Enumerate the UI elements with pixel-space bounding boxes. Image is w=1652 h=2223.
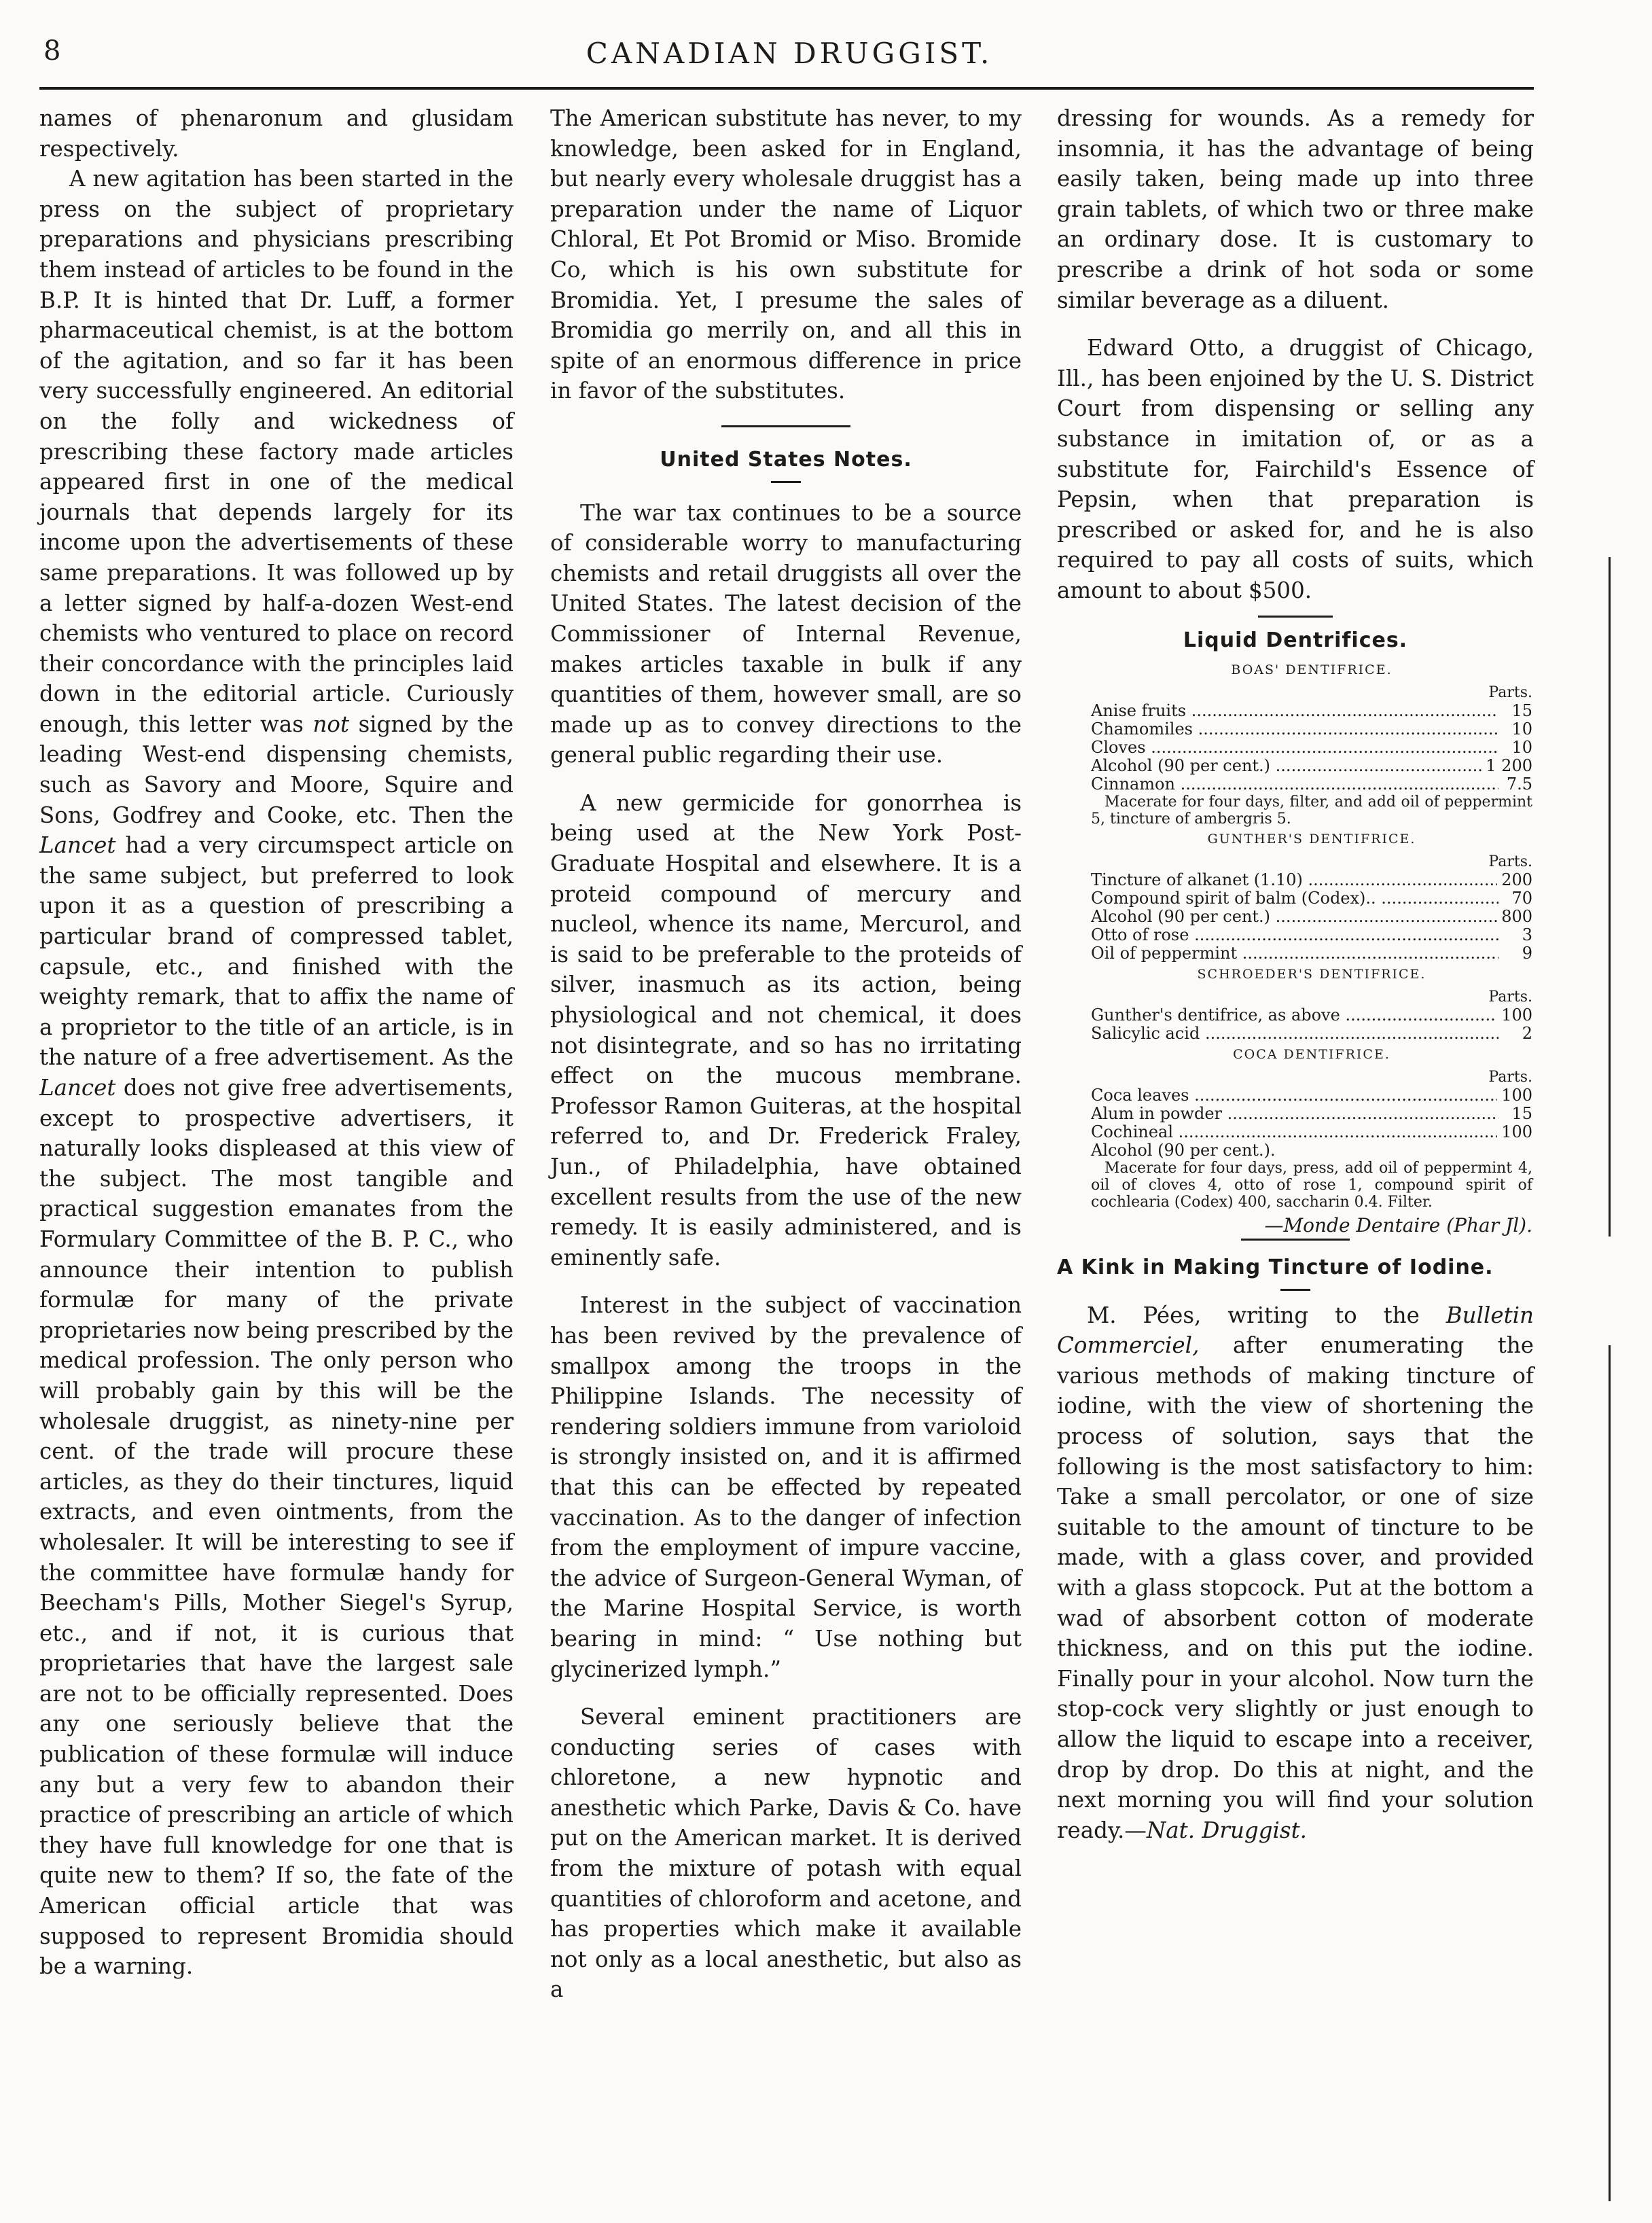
- section-heading: United States Notes.: [660, 447, 912, 472]
- parts-label: Parts.: [1488, 989, 1532, 1006]
- ingredient-row: [1091, 1105, 1532, 1123]
- ingredient-amount: 70: [1511, 889, 1532, 908]
- ingredient-row: [1091, 871, 1532, 889]
- edge-rule: [1609, 1345, 1611, 2201]
- section-divider: [721, 425, 850, 427]
- ingredient-amount: 200: [1501, 870, 1532, 890]
- parts-label: Parts.: [1488, 1069, 1532, 1086]
- ingredient-name: Coca leaves .....: [1091, 1086, 1497, 1105]
- ingredient-amount: 15: [1511, 701, 1532, 721]
- ingredient-name: Alcohol (90 per cent.) .....: [1091, 757, 1482, 775]
- ingredient-row: [1091, 1025, 1532, 1043]
- ingredient-amount: 10: [1511, 738, 1532, 758]
- ingredient-list: [1091, 702, 1532, 794]
- paragraph: names of phenaronum and glusidam respectively.: [39, 105, 514, 162]
- heading-rule: [1280, 1289, 1310, 1291]
- ingredient-name: Chamomiles .....: [1091, 720, 1498, 739]
- ingredient-row: [1091, 757, 1532, 775]
- ingredient-name: Compound spirit of balm (Codex).. .....: [1091, 889, 1498, 908]
- ingredient-amount: 100: [1501, 1086, 1532, 1105]
- ingredient-list: [1091, 1006, 1532, 1043]
- ingredient-name: Anise fruits .....: [1091, 702, 1498, 720]
- ingredient-row: [1091, 702, 1532, 720]
- recipe-title: GUNTHER'S DENTIFRICE.: [1207, 832, 1416, 847]
- header-rule: [39, 87, 1534, 90]
- paragraph: Interest in the subject of vaccination has been revived by the prevalence of smallpox among the troops in the Philippine Islands. The necessity of rendering soldiers immune from varioloid is strongly insisted on, and it is affirmed that this can be effected by repeated vaccination. As to the danger of infection from the employment of impure vaccine, the advice of Surgeon-General Wyman, of the Marine Hospital Service, is worth bearing in mind: “ Use nothing but glycinerized lymph.”: [550, 1292, 1022, 1682]
- paragraph-proprietary-agitation: A new agitation has been started in the press on the subject of proprietary preparations and physicians prescribing them instead of articles to be found in the B.P. It is hinted that Dr. Luff, a former pharmaceutical chemist, is at the bottom of the agitation, and so far it has been very successfully engineered. An editorial on the folly and wickedness of prescribing these factory made articles appeared first in one of the medical journals that depends largely for its income upon the advertisements of these same preparations. It was followed up by a letter signed by half-a-dozen West-end chemists who ventured to place on record their concordance with the principles laid down in the editorial article. Curiously enough, this letter was not signed by the leading West-end dispensing chemists, such as Savory and Moore, Squire and Sons, Godfrey and Cooke, etc. Then the Lancet had a very circumspect article on the same subject, but preferred to look upon it as a question of prescribing a particular brand of compressed tablet, capsule, etc., and finished with the weighty remark, that to affix the name of a proprietor to the title of an article, is in the nature of a free advertisement. As the Lancet does not give free advertisements, except to prospective advertisers, it naturally looks displeased at this view of the subject. The most tangible and practical suggestion emanates from the Formulary Committee of the B. P. C., who announce their intention to publish formulæ for many of the private proprietaries now being prescribed by the medical profession. The only person who will probably gain by this will be the wholesale druggist, as ninety-nine per cent. of the trade will procure these articles, as they do their tinctures, liquid extracts, and even ointments, from the wholesaler. It will be interesting to see if the committee have formulæ handy for Beecham's Pills, Mother Siegel's Syrup, etc., and if not, it is curious that proprietaries that have the largest sale are not to be officially represented. Does any one seriously believe that the publication of these formulæ will induce any but a very few to abandon their practice of prescribing an article of which they have full knowledge for one that is quite new to them? If so, the fate of the American official article that was supposed to represent Bromidia should be a warning.: [39, 166, 514, 1980]
- column-left: [39, 103, 514, 1982]
- ingredient-amount: 15: [1511, 1104, 1532, 1124]
- ingredient-list: [1091, 871, 1532, 963]
- paragraph-tincture-iodine: M. Pées, writing to the Bulletin Commerciel, after enumerating the various methods of making tincture of iodine, with the view of shortening the process of solution, says that the following is the most satisfactory to him: Take a small percolator, or one of size suitable to the amount of tincture to be made, with a glass cover, and provided with a glass stopcock. Put at the bottom a wad of absorbent cotton of moderate thickness, and on this put the iodine. Finally pour in your alcohol. Now turn the stop-cock very slightly or just enough to allow the liquid to escape into a receiver, drop by drop. Do this at night, and the next morning you will find your solution ready.—Nat. Druggist.: [1057, 1302, 1534, 1843]
- ingredient-name: Cloves .....: [1091, 739, 1498, 757]
- ingredient-name: Salicylic acid .....: [1091, 1025, 1498, 1043]
- paragraph: A new germicide for gonorrhea is being used at the New York Post-Graduate Hospital and elsewhere. It is a proteid compound of mercury and nucleol, whence its name, Mercurol, and is said to be preferable to the proteids of silver, inasmuch as its action, being physiological and not chemical, it does not disintegrate, and so has no irritating effect on the mucous membrane. Professor Ramon Guiteras, at the hospital referred to, and Dr. Frederick Fraley, Jun., of Philadelphia, have obtained excellent results from the use of the new remedy. It is easily administered, and is eminently safe.: [550, 789, 1022, 1270]
- ingredient-amount: 9: [1522, 944, 1532, 963]
- parts-label: Parts.: [1488, 853, 1532, 871]
- paragraph: Edward Otto, a druggist of Chicago, Ill., has been enjoined by the U. S. District Court from dispensing or selling any substance in imitation of, or as a substitute for, Fairchild's Essence of Pepsin, when that preparation is prescribed or asked for, and he is also required to pay all costs of suits, which amount to about $500.: [1057, 335, 1534, 603]
- paragraph: dressing for wounds. As a remedy for insomnia, it has the advantage of being easily taken, being made up into three grain tablets, of which two or three make an ordinary dose. It is customary to prescribe a drink of hot soda or some similar beverage as a diluent.: [1057, 105, 1534, 313]
- journal-name-lancet: Lancet: [39, 1075, 116, 1101]
- ingredient-row: [1091, 775, 1532, 794]
- ingredient-amount: 3: [1522, 925, 1532, 945]
- ingredient-row: [1091, 908, 1532, 926]
- section-heading: A Kink in Making Tincture of Iodine.: [1057, 1256, 1494, 1280]
- paragraph: Several eminent practitioners are conducting series of cases with chloretone, a new hypnotic and anesthetic which Parke, Davis & Co. have put on the American market. It is derived from the mixture of potash with equal quantities of chloroform and acetone, and has properties which make it available not only as a local anesthetic, but also as a: [550, 1704, 1022, 2003]
- ingredient-amount: 7.5: [1506, 775, 1532, 794]
- ingredient-amount: 10: [1511, 719, 1532, 739]
- ingredient-extra: Alcohol (90 per cent.).: [1091, 1141, 1276, 1160]
- ingredient-row: [1091, 1006, 1532, 1025]
- ingredient-name: Cochineal .....: [1091, 1123, 1497, 1141]
- section-divider: [1241, 1239, 1350, 1241]
- ingredient-list: [1091, 1086, 1532, 1141]
- ingredient-row: [1091, 889, 1532, 908]
- ingredient-name: Cinnamon .....: [1091, 775, 1498, 794]
- ingredient-row: [1091, 944, 1532, 963]
- column-right: [1057, 103, 1534, 1845]
- ingredient-amount: 800: [1501, 907, 1532, 927]
- ingredient-name: Alum in powder .....: [1091, 1105, 1498, 1123]
- ingredient-row: [1091, 1123, 1532, 1141]
- ingredient-amount: 2: [1522, 1024, 1532, 1044]
- page-number: 8: [43, 35, 61, 67]
- ingredient-row: [1091, 739, 1532, 757]
- journal-name-lancet: Lancet: [39, 832, 116, 859]
- recipe-note: Macerate for four days, filter, and add oil of peppermint 5, tincture of ambergris 5.: [1091, 794, 1532, 828]
- recipe-title: SCHROEDER'S DENTIFRICE.: [1197, 967, 1426, 982]
- ingredient-amount: 1 200: [1486, 756, 1532, 776]
- ingredient-name: Tincture of alkanet (1.10) .....: [1091, 871, 1497, 889]
- ingredient-row: [1091, 926, 1532, 944]
- recipe-list: [1091, 661, 1532, 1237]
- section-heading: Liquid Dentrifices.: [1183, 628, 1408, 652]
- running-title: CANADIAN DRUGGIST.: [586, 37, 993, 70]
- ingredient-name: Alcohol (90 per cent.) .....: [1091, 908, 1497, 926]
- paragraph: The war tax continues to be a source of considerable worry to manufacturing chemists and retail druggists all over the United States. The latest decision of the Commissioner of Internal Revenue, makes articles taxable in bulk if any quantities of them, however small, are so made up as to convey directions to the general public regarding their use.: [550, 499, 1022, 768]
- section-divider: [1258, 616, 1333, 618]
- page-header: [43, 35, 1535, 76]
- ingredient-name: Otto of rose .....: [1091, 926, 1498, 944]
- recipe-title: BOAS' DENTIFRICE.: [1231, 662, 1393, 678]
- ingredient-row: [1091, 1086, 1532, 1105]
- heading-rule: [771, 481, 801, 483]
- ingredient-name: Oil of peppermint .....: [1091, 944, 1498, 963]
- edge-rule: [1609, 557, 1611, 1237]
- ingredient-amount: 100: [1501, 1122, 1532, 1142]
- ingredient-name: Gunther's dentifrice, as above .....: [1091, 1006, 1497, 1025]
- column-middle: [550, 103, 1022, 2005]
- emphasis-not: not: [312, 711, 350, 737]
- ingredient-row: [1091, 720, 1532, 739]
- journal-name: Bulletin Commerciel,: [1057, 1302, 1534, 1359]
- recipe-note: Macerate for four days, press, add oil of peppermint 4, oil of cloves 4, otto of rose 1, compound spirit of cochlearia (Codex) 400, saccharin 0.4. Filter.: [1091, 1160, 1532, 1211]
- source-citation: —Monde Dentaire (Phar Jl).: [1264, 1214, 1532, 1237]
- parts-label: Parts.: [1488, 684, 1532, 702]
- paragraph: The American substitute has never, to my knowledge, been asked for in England, but nearly every wholesale druggist has a preparation under the name of Liquor Chloral, Et Pot Bromid or Miso. Bromide Co, which is his own substitute for Bromidia. Yet, I presume the sales of Bromidia go merrily on, and all this in spite of an enormous difference in price in favor of the substitutes.: [550, 105, 1022, 404]
- ingredient-amount: 100: [1501, 1006, 1532, 1025]
- journal-name: Nat. Druggist.: [1146, 1817, 1307, 1843]
- recipe-title: COCA DENTIFRICE.: [1233, 1047, 1390, 1063]
- page-edge-marks: [1590, 557, 1630, 2201]
